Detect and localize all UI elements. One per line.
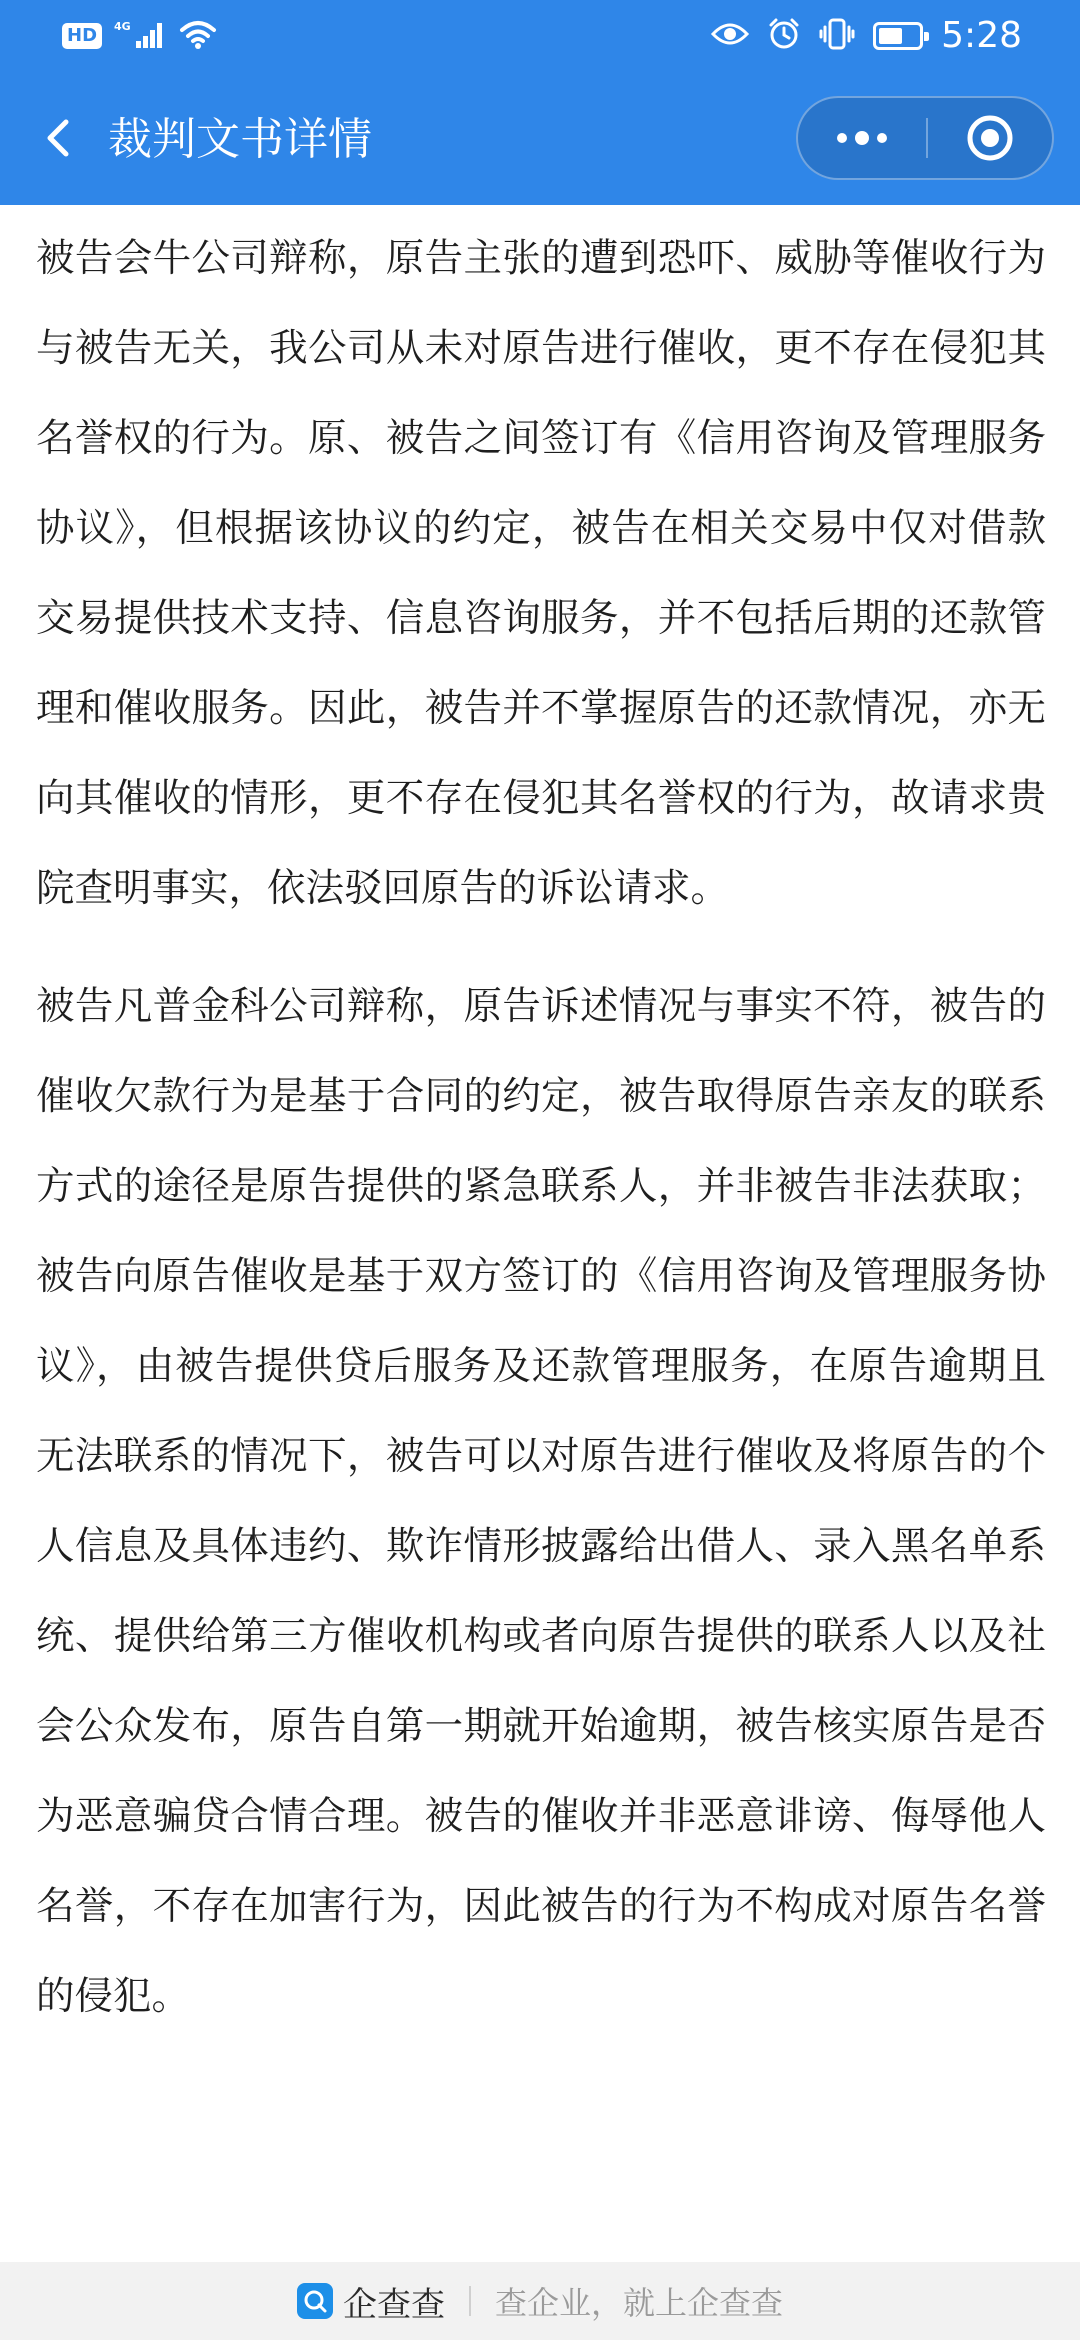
signal-icon — [114, 19, 166, 53]
status-bar — [0, 0, 1080, 70]
close-button[interactable] — [928, 98, 1052, 178]
battery-level — [879, 28, 902, 44]
page-title: 裁判文书详情 — [108, 114, 372, 165]
hd-icon: HD — [62, 23, 102, 49]
nav-bar — [0, 90, 1080, 190]
wifi-icon — [178, 18, 218, 54]
more-dots-icon — [832, 128, 892, 148]
paragraph: 被告凡普金科公司辩称，原告诉述情况与事实不符，被告的催收欠款行为是基于合同的约定，被告取得原告亲友的联系方式的途径是原告提供的紧急联系人，并非被告非法获取；被告向原告催收是基于双方签订的《信用咨询及管理服务协议》，由被告提供贷后服务及还款管理服务，在原告逾期且无法联系的情况下，被告可以对原告进行催收及将原告的个人信息及具体违约、欺诈情形披露给出借人、录入黑名单系统、提供给第三方催收机构或者向原告提供的联系人以及社会公众发布，原告自第一期就开始逾期，被告核实原告是否为恶意骗贷合情合理。被告的催收并非恶意诽谤、侮辱他人名誉，不存在加害行为，因此被告的行为不构成对原告名誉的侵犯。 — [36, 984, 1046, 2019]
back-button[interactable] — [32, 108, 92, 168]
footer-banner[interactable] — [0, 2262, 1080, 2340]
vibrate-icon — [819, 17, 855, 55]
status-left — [62, 18, 218, 54]
alarm-icon — [767, 17, 801, 55]
footer-slogan: 查企业，就上企查查 — [494, 2284, 783, 2322]
footer-brand-name: 企查查 — [342, 2284, 445, 2325]
chevron-left-icon — [32, 108, 92, 168]
paragraph: 被告会牛公司辩称，原告主张的遭到恐吓、威胁等催收行为与被告无关，我公司从未对原告进行催收，更不存在侵犯其名誉权的行为。原、被告之间签订有《信用咨询及管理服务协议》，但根据该协议的约定，被告在相关交易中仅对借款交易提供技术支持、信息咨询服务，并不包括后期的还款管理和催收服务。因此，被告并不掌握原告的还款情况，亦无向其催收的情形，更不存在侵犯其名誉权的行为，故请求贵院查明事实，依法驳回原告的诉讼请求。 — [36, 236, 1046, 911]
app-header — [0, 0, 1080, 205]
target-close-icon — [965, 113, 1015, 163]
document-body — [36, 214, 1046, 2070]
more-button[interactable] — [798, 98, 926, 178]
footer-divider — [469, 2286, 471, 2316]
clock: 5:28 — [941, 15, 1022, 56]
battery-icon — [873, 22, 923, 50]
footer-brand — [297, 2277, 445, 2326]
eye-icon — [711, 19, 749, 53]
status-right — [711, 12, 1022, 60]
network-label: 4G — [114, 20, 131, 33]
qichacha-logo-icon — [297, 2283, 333, 2319]
mini-program-capsule — [796, 96, 1054, 180]
